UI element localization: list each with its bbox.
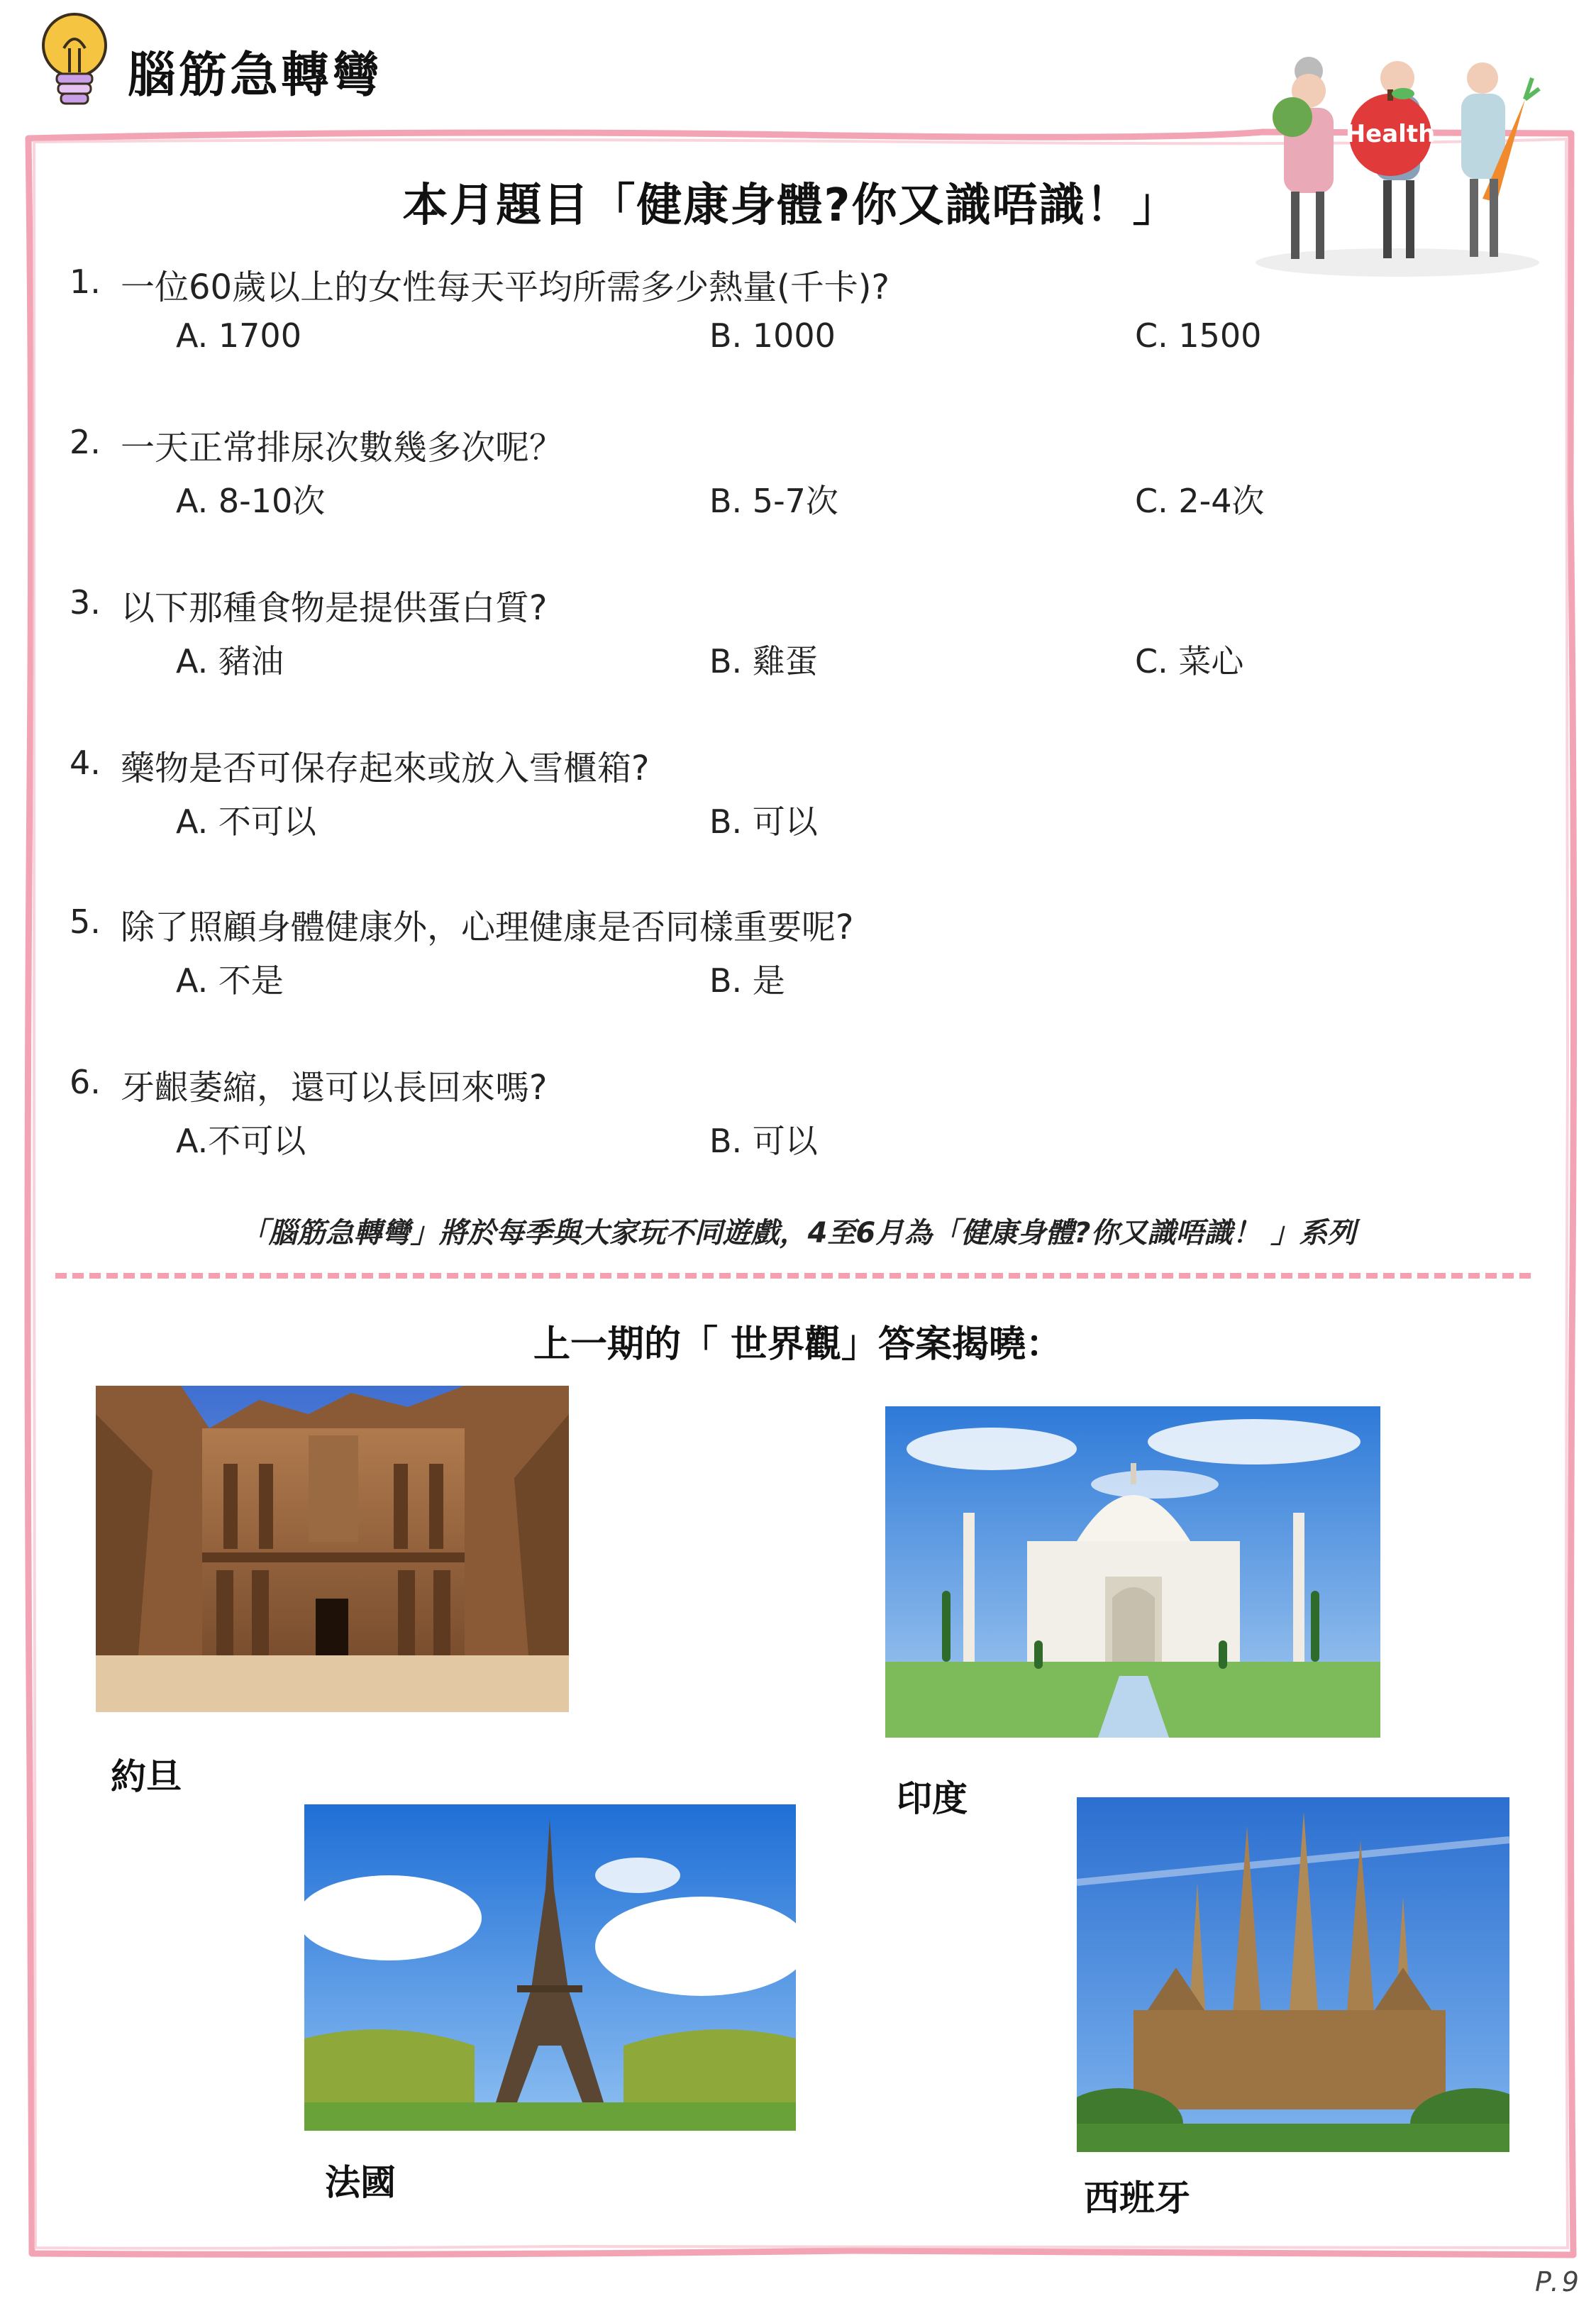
question-6-text: 牙齦萎縮，還可以長回來嗎?: [121, 1068, 548, 1108]
caption-india: 印度: [897, 1778, 968, 1819]
section-divider: [55, 1273, 1531, 1279]
question-6-option-b: B. 可以: [709, 1122, 818, 1160]
caption-spain: 西班牙: [1084, 2178, 1190, 2219]
eiffel-tower-photo: [304, 1804, 796, 2131]
question-6-option-a: A.不可以: [176, 1122, 306, 1160]
question-4-number: 4.: [70, 744, 101, 782]
question-2-option-c: C. 2-4次: [1135, 482, 1265, 520]
answer-title: 上一期的「 世界觀」答案揭曉：: [533, 1323, 1063, 1366]
lightbulb-icon: [35, 9, 113, 115]
petra-photo: [96, 1386, 569, 1712]
taj-mahal-photo: [885, 1406, 1380, 1738]
caption-france: 法國: [325, 2162, 396, 2203]
question-5-text: 除了照顧身體健康外，心理健康是否同樣重要呢?: [121, 907, 854, 947]
question-4-option-a: A. 不可以: [176, 802, 316, 841]
question-5-option-a: A. 不是: [176, 961, 284, 1000]
question-4-option-b: B. 可以: [709, 802, 818, 841]
question-1-option-b: B. 1000: [709, 316, 836, 355]
header-title: 腦筋急轉彎: [128, 48, 384, 104]
question-2-text: 一天正常排尿次數幾多次呢？: [121, 428, 564, 468]
question-1-option-a: A. 1700: [176, 316, 301, 355]
question-1-option-c: C. 1500: [1135, 316, 1262, 355]
question-5-number: 5.: [70, 903, 101, 941]
question-3-option-b: B. 雞蛋: [709, 642, 818, 680]
question-5-option-b: B. 是: [709, 961, 785, 1000]
page-number: P.9: [1535, 2266, 1582, 2297]
caption-jordan: 約旦: [111, 1756, 182, 1797]
question-2-number: 2.: [70, 423, 101, 461]
series-note: 「腦筋急轉彎」將於每季與大家玩不同遊戲，4至6月為「健康身體?你又識唔識！ 」系列: [240, 1217, 1356, 1249]
question-3-text: 以下那種食物是提供蛋白質?: [121, 588, 548, 628]
question-1-text: 一位60歲以上的女性每天平均所需多少熱量(千卡)?: [121, 267, 890, 307]
question-2-option-b: B. 5-7次: [709, 482, 838, 520]
question-3-number: 3.: [70, 583, 101, 622]
health-badge-text: Health: [1345, 120, 1436, 148]
question-3-option-c: C. 菜心: [1135, 642, 1244, 680]
question-1-number: 1.: [70, 263, 101, 301]
question-2-option-a: A. 8-10次: [176, 482, 326, 520]
question-3-option-a: A. 豬油: [176, 642, 284, 680]
question-4-text: 藥物是否可保存起來或放入雪櫃箱?: [121, 749, 650, 788]
quiz-title: 本月題目「健康身體?你又識唔識！」: [402, 180, 1180, 232]
sagrada-familia-photo: [1077, 1797, 1509, 2152]
question-6-number: 6.: [70, 1063, 101, 1101]
